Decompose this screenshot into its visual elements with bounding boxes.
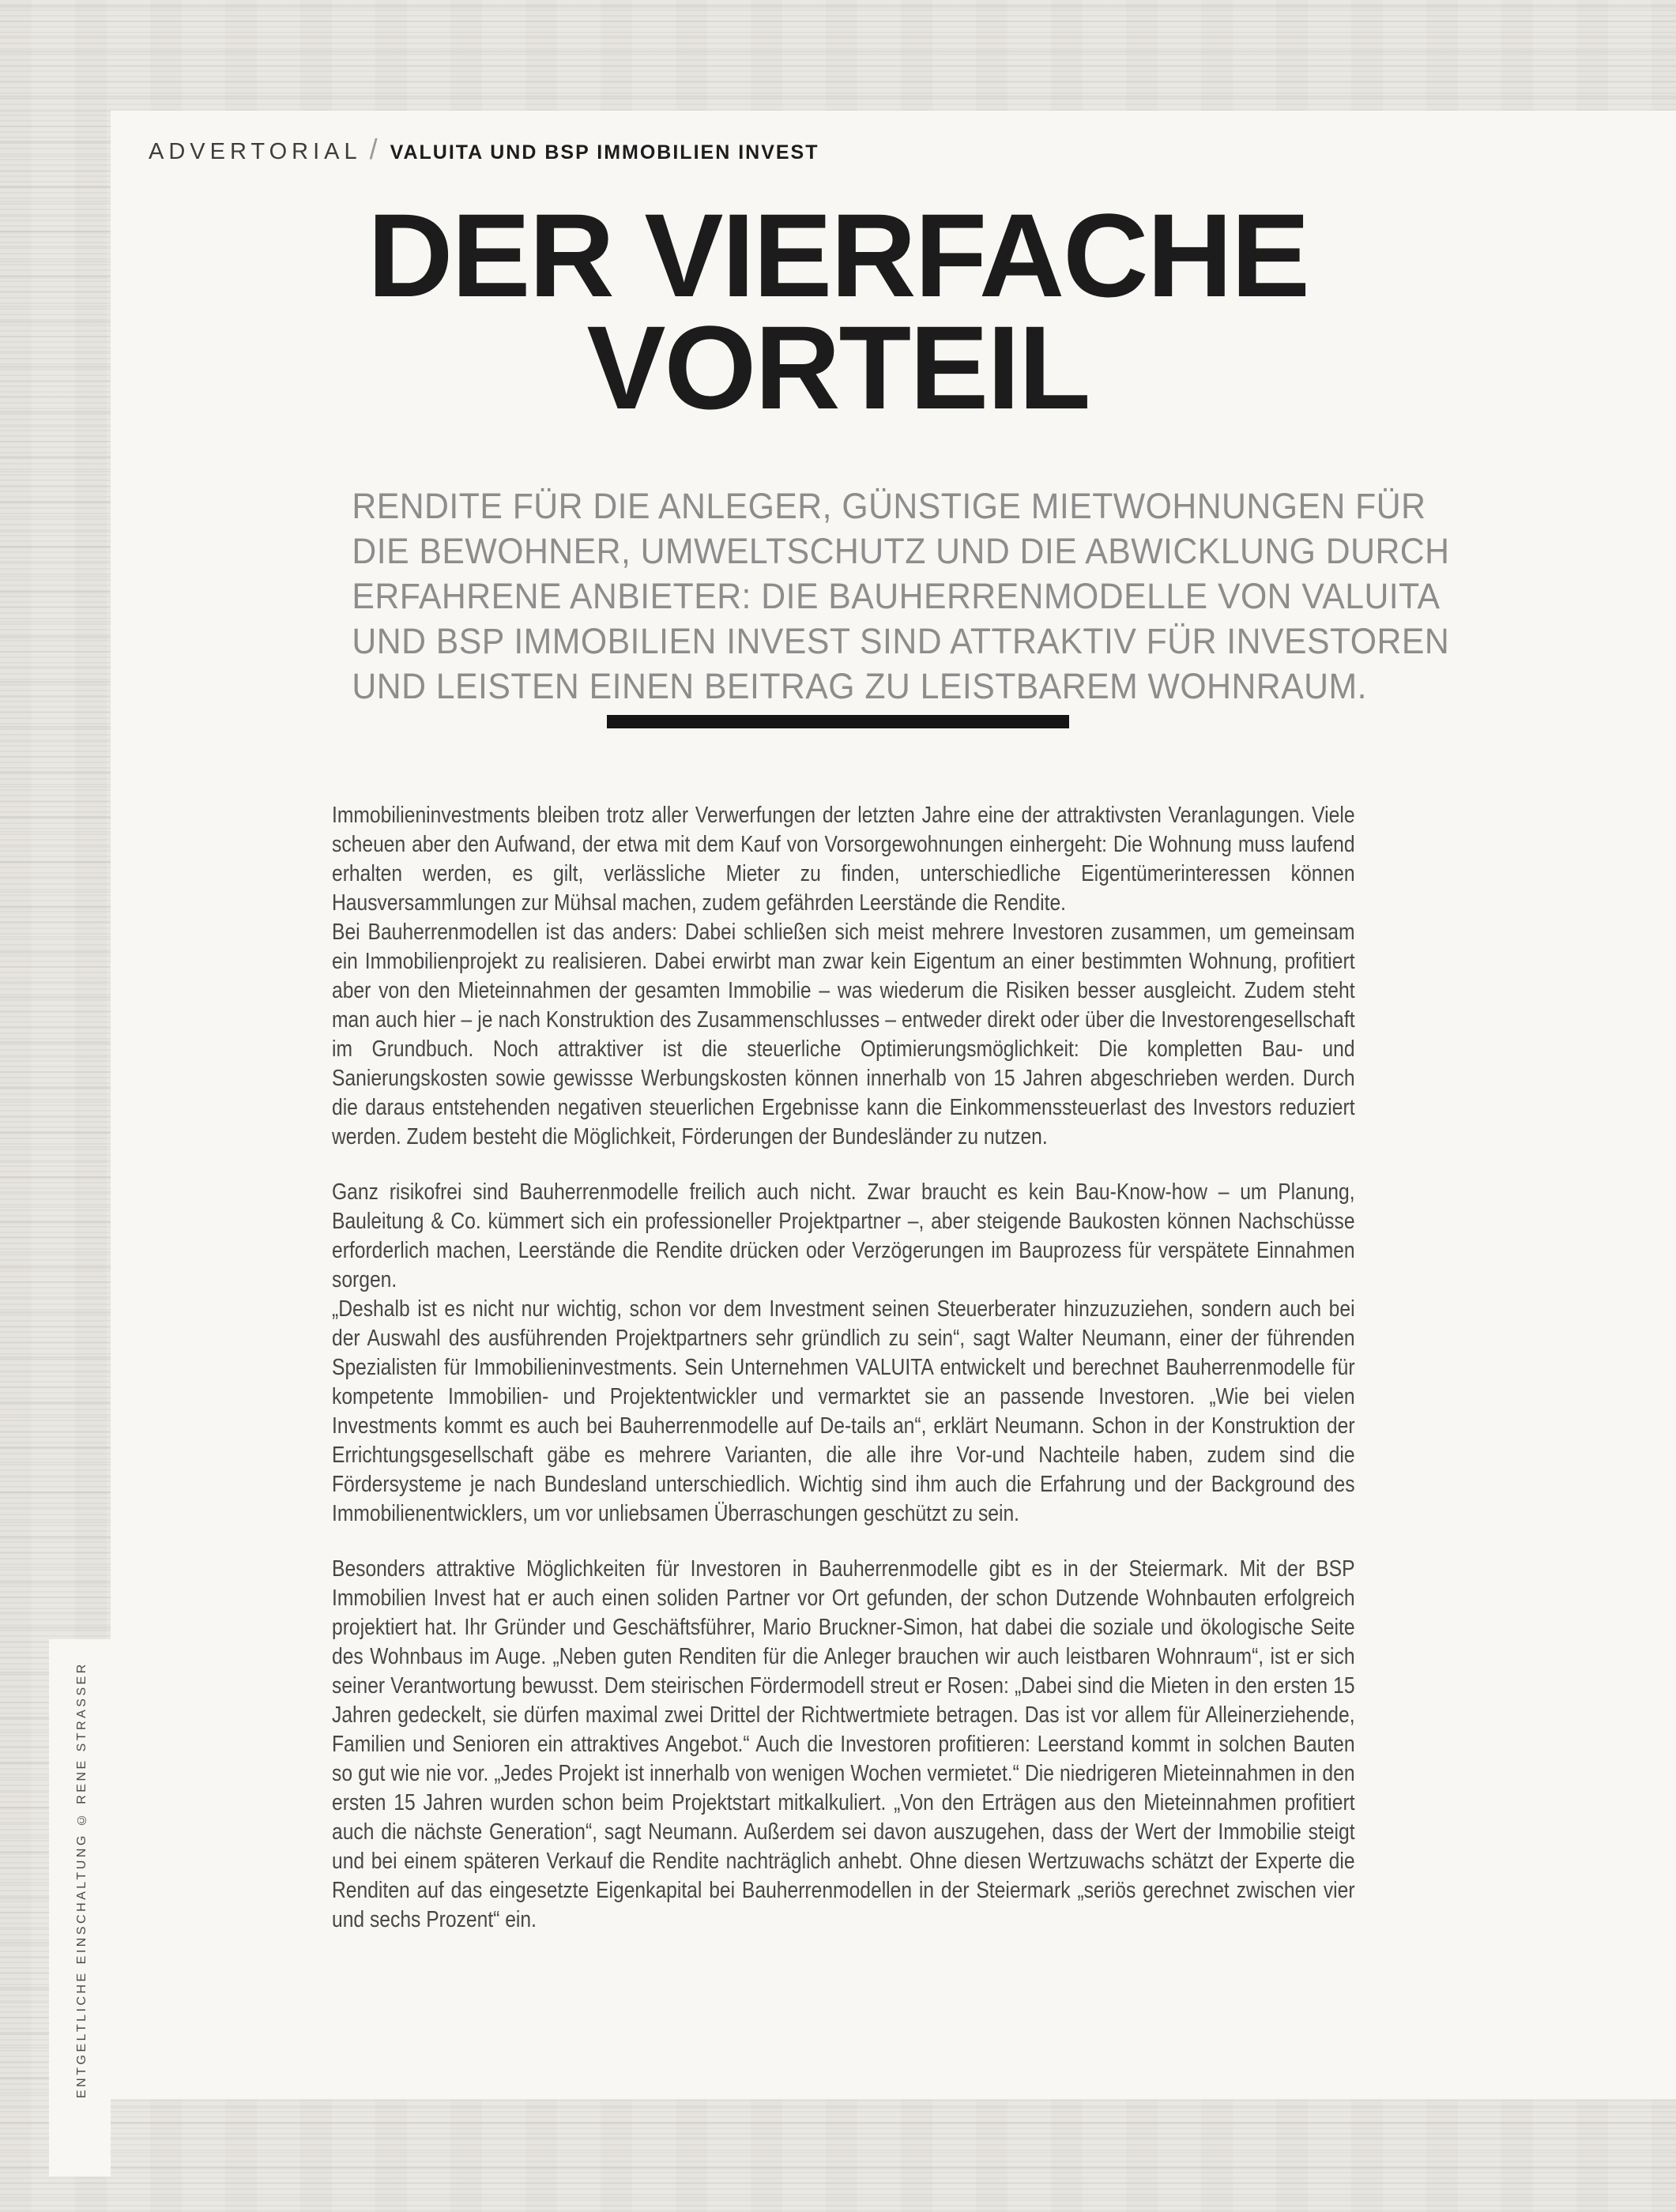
- paragraph-intro: Immobilieninvestments bleiben trotz aller Verwerfungen der letzten Jahre eine der attraktivsten Veranlagungen. Viele scheuen aber den Aufwand, der etwa mit dem Kauf von Vorsorgewohnungen einhergeht: Die Wohnung muss laufend erhalten werden, es gilt, verlässliche Mieter zu finden, unterschiedliche Eigentümerinteressen können Hausversammlungen zur Mühsal machen, zudem gefährden Leerstände die Rendite.: [332, 803, 1355, 916]
- page-title-line-2: VORTEIL: [586, 301, 1090, 434]
- paragraph-risiken: Ganz risikofrei sind Bauherrenmodelle freilich auch nicht. Zwar braucht es kein Bau-Know-how – um Planung, Bauleitung & Co. kümmert sich ein professioneller Projektpartner –, aber steigende Baukosten können Nachschüsse erforderlich machen, Leerstände die Rendite drücken oder Verzögerungen im Bauprozess für verspätete Einnahmen sorgen.: [332, 1179, 1355, 1292]
- paragraph-steiermark: Besonders attraktive Möglichkeiten für Investoren in Bauherrenmodelle gibt es in der Steiermark. Mit der BSP Immobilien Invest hat er auch einen soliden Partner vor Ort gefunden, der schon Dutzende Wohnbauten erfolgreich projektiert hat. Ihr Gründer und Geschäftsführer, Mario Bruckner-Simon, hat dabei die soziale und ökologische Seite des Wohnbaus im Auge. „Neben guten Renditen für die Anleger brauchen wir auch leistbaren Wohnraum“, ist er sich seiner Verantwortung bewusst. Dem steirischen Fördermodell streut er Rosen: „Dabei sind die Mieten in den ersten 15 Jahren gedeckelt, sie dürfen maximal zwei Drittel der Richtwertmiete betragen. Das ist vor allem für Alleinerziehende, Familien und Senioren ein attraktives Angebot.“ Auch die Investoren profitieren: Leerstand kommt in solchen Bauten so gut wie nie vor. „Jedes Projekt ist innerhalb von wenigen Wochen vermietet.“ Die niedrigeren Mieteinnahmen in den ersten 15 Jahren wurden schon beim Projektstart mitkalkuliert. „Von den Erträgen aus den Mieteinnahmen profitiert auch die nächste Generation“, sagt Neumann. Außerdem sei davon auszugehen, dass der Wert der Immobilie steigt und bei einem späteren Verkauf die Rendite nachträglich anhebt. Ohne diesen Wertzuwachs schätzt der Experte die Renditen auf das eingesetzte Eigenkapital bei Bauherrenmodellen in der Steiermark „seriös gerechnet zwischen vier und sechs Prozent“ ein.: [332, 1556, 1355, 1932]
- standfirst-line: UND BSP IMMOBILIEN INVEST SIND ATTRAKTIV FÜR INVESTOREN: [352, 621, 1450, 661]
- standfirst-line: ERFAHRENE ANBIETER: DIE BAUHERRENMODELLE VON VALUITA: [352, 576, 1441, 616]
- article-body: [332, 801, 1355, 1935]
- credit-vertical-caption: ENTGELTLICHE EINSCHALTUNG © RENE STRASSER: [75, 1661, 89, 2098]
- standfirst: [326, 483, 1450, 709]
- standfirst-line: RENDITE FÜR DIE ANLEGER, GÜNSTIGE MIETWOHNUNGEN FÜR: [352, 486, 1426, 526]
- kicker-separator: /: [369, 133, 378, 165]
- standfirst-line: DIE BEWOHNER, UMWELTSCHUTZ UND DIE ABWICKLUNG DURCH: [352, 531, 1450, 571]
- paragraph-neumann-zitat: „Deshalb ist es nicht nur wichtig, schon vor dem Investment seinen Steuerberater hinzuzuziehen, sondern auch bei der Auswahl des ausführenden Projektpartners sehr gründlich zu sein“, sagt Walter Neumann, einer der führenden Spezialisten für Immobilieninvestments. Sein Unternehmen VALUITA entwickelt und berechnet Bauherrenmodelle für kompetente Immobilien- und Projektentwickler und vermarktet sie an passende Investoren. „Wie bei vielen Investments kommt es auch bei Bauherrenmodelle auf De-tails an“, erklärt Neumann. Schon in der Konstruktion der Errichtungsgesellschaft gäbe es mehrere Varianten, die alle ihre Vor-und Nachteile haben, zudem sind die Fördersysteme je nach Bundesland unterschiedlich. Wichtig sind ihm auch die Erfahrung und der Background des Immobilienentwicklers, um vor unliebsamen Überraschungen geschützt zu sein.: [332, 1296, 1355, 1526]
- page-title: [326, 189, 1350, 434]
- paragraph-bauherrenmodell: Bei Bauherrenmodellen ist das anders: Dabei schließen sich meist mehrere Investoren zusammen, um gemeinsam ein Immobilienprojekt zu realisieren. Dabei erwirbt man zwar kein Eigentum an einer bestimmten Wohnung, profitiert aber von den Mieteinnahmen der gesamten Immobilie – was wiederum die Risiken besser ausgleicht. Zudem steht man auch hier – je nach Konstruktion des Zusammenschlusses – entweder direkt oder über die Investorengesellschaft im Grundbuch. Noch attraktiver ist die steuerliche Optimierungsmöglichkeit: Die kompletten Bau- und Sanierungskosten sowie gewissse Werbungskosten können innerhalb von 15 Jahren abgeschrieben werden. Durch die daraus entstehenden negativen steuerlichen Ergebnisse kann die Einkommenssteuerlast des Investors reduziert werden. Zudem besteht die Möglichkeit, Förderungen der Bundesländer zu nutzen.: [332, 920, 1355, 1149]
- kicker-label: ADVERTORIAL: [149, 139, 362, 164]
- page-title-line-1: DER VIERFACHE: [367, 189, 1309, 322]
- title-divider-bar: [607, 715, 1069, 728]
- standfirst-line: UND LEISTEN EINEN BEITRAG ZU LEISTBAREM WOHNRAUM.: [352, 666, 1367, 706]
- kicker-topic: VALUITA UND BSP IMMOBILIEN INVEST: [390, 141, 819, 164]
- page-header: [149, 133, 819, 166]
